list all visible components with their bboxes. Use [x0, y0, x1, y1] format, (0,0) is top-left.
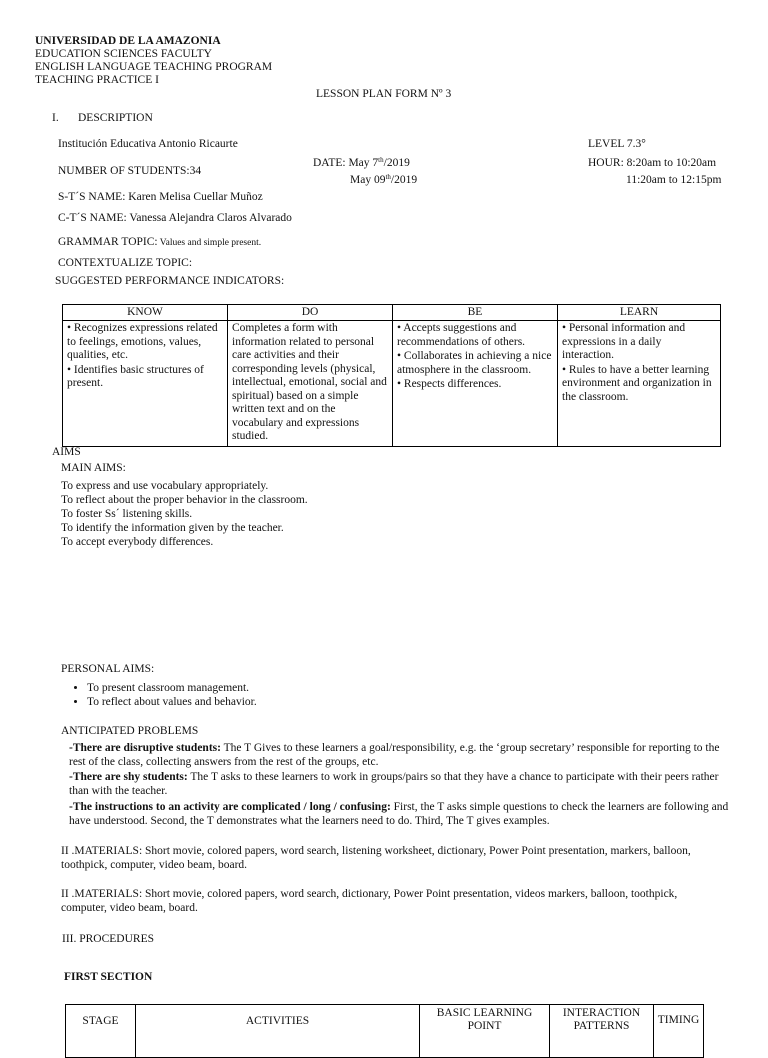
be-item: • Collaborates in achieving a nice atmosphere in the classroom.: [397, 350, 552, 376]
problem-text: The T asks to these learners to work in groups/pairs so that they have a chance to participate with their peers rather than with the teacher.: [69, 771, 719, 797]
header-be: BE: [393, 305, 558, 321]
be-item: • Respects differences.: [397, 378, 502, 390]
do-cell: [228, 321, 393, 447]
materials-paragraph: II .MATERIALS: Short movie, colored papers, word search, dictionary, Power Point presentation, videos markers, balloon, toothpick, computer, video beam, board.: [61, 888, 678, 914]
header-learn: LEARN: [558, 305, 721, 321]
hour-first: HOUR: 8:20am to 10:20am: [588, 157, 717, 169]
problem-text: First, the T asks simple questions to check the learners are following and have understood. Second, the T demonstrates what the learners need to do. Third, The T gives examples.: [69, 801, 729, 827]
learn-item: • Rules to have a better learning environment and organization in the classroom.: [562, 363, 712, 403]
problem-item: [69, 800, 733, 828]
be-cell: [393, 321, 558, 447]
university-name: UNIVERSIDAD DE LA AMAZONIA: [35, 35, 221, 47]
hour-second: 11:20am to 12:15pm: [626, 174, 722, 186]
date-first-day: DATE: May 7: [313, 157, 379, 169]
grammar-topic: [58, 236, 261, 251]
materials-paragraph: II .MATERIALS: Short movie, colored papers, word search, listening worksheet, dictionary, Power Point presentation, markers, balloon, toothpick, computer, video beam, board.: [61, 845, 691, 871]
know-cell: [63, 321, 228, 447]
procedures-heading: III. PROCEDURES: [62, 933, 155, 945]
procedures-header-row: [66, 1005, 704, 1058]
date-second: [350, 174, 417, 188]
performance-indicators-table: [62, 304, 721, 447]
contextualize-topic: CONTEXTUALIZE TOPIC:: [58, 257, 193, 269]
indicators-title: SUGGESTED PERFORMANCE INDICATORS:: [55, 275, 285, 287]
students-count: NUMBER OF STUDENTS:34: [58, 165, 202, 177]
indicators-row: [63, 321, 721, 447]
col-interaction-patterns: INTERACTION PATTERNS: [550, 1005, 654, 1058]
cooperating-teacher-name: C-T´S NAME: Vanessa Alejandra Claros Alvarado: [58, 212, 292, 224]
problem-label: -There are disruptive students:: [69, 742, 221, 754]
personal-aims-heading: PERSONAL AIMS:: [61, 663, 155, 675]
col-basic-learning-point: BASIC LEARNING POINT: [420, 1005, 550, 1058]
problem-item: [69, 741, 733, 769]
procedures-table: [65, 1004, 704, 1058]
main-aims-list: [61, 479, 308, 549]
description-heading: DESCRIPTION: [78, 112, 153, 124]
col-activities: ACTIVITIES: [136, 1005, 420, 1058]
learn-item: • Personal information and expressions in a daily interaction.: [562, 322, 686, 361]
personal-aim-item: • To reflect about values and behavior.: [87, 695, 257, 709]
date-first-suffix: th: [378, 156, 384, 164]
main-aim-item: To express and use vocabulary appropriately.: [61, 480, 269, 492]
section-number: I.: [52, 112, 59, 124]
grammar-topic-label: GRAMMAR TOPIC:: [58, 236, 158, 248]
problem-item: [69, 770, 733, 798]
grammar-topic-value: Values and simple present.: [157, 238, 262, 248]
date-first: [313, 157, 410, 171]
program-name: ENGLISH LANGUAGE TEACHING PROGRAM: [35, 61, 273, 73]
be-item: • Accepts suggestions and recommendations of others.: [397, 322, 526, 348]
main-aim-item: To identify the information given by the teacher.: [61, 522, 284, 534]
aims-heading: AIMS: [52, 446, 81, 458]
problem-label: -The instructions to an activity are complicated / long / confusing:: [69, 801, 391, 813]
main-aim-item: To foster Ss´ listening skills.: [61, 508, 193, 520]
date-first-year: /2019: [383, 157, 410, 169]
date-second-suffix: th: [385, 173, 391, 181]
date-second-day: May 09: [350, 174, 386, 186]
institution-name: Institución Educativa Antonio Ricaurte: [58, 138, 238, 150]
problems-heading: ANTICIPATED PROBLEMS: [61, 725, 199, 737]
main-aims-heading: MAIN AIMS:: [61, 462, 126, 474]
header-do: DO: [228, 305, 393, 321]
level-value: LEVEL 7.3°: [588, 138, 646, 150]
main-aim-item: To accept everybody differences.: [61, 536, 214, 548]
practice-name: TEACHING PRACTICE I: [35, 74, 159, 86]
header-know: KNOW: [63, 305, 228, 321]
learn-cell: [558, 321, 721, 447]
know-item: • Recognizes expressions related to feelings, emotions, values, qualities, etc.: [67, 322, 218, 361]
personal-aim-item: • To present classroom management.: [87, 681, 257, 695]
indicators-header-row: [63, 305, 721, 321]
do-item: Completes a form with information related to personal care activities and their corresponding levels (physical, intellectual, emotional, social and spiritual) based on a simple written text and on the vocabulary and expressions studied.: [232, 322, 387, 442]
date-second-year: /2019: [390, 174, 418, 186]
personal-aims-list: [70, 681, 257, 709]
problem-label: -There are shy students:: [69, 771, 188, 783]
problem-text: The T Gives to these learners a goal/responsibility, e.g. the ‘group secretary’ responsible for reporting to the rest of the class, collecting answers from the rest of the groups, etc.: [69, 742, 720, 768]
col-timing: TIMING: [654, 1005, 704, 1058]
col-stage: STAGE: [66, 1005, 136, 1058]
know-item: • Identifies basic structures of present.: [67, 363, 204, 389]
form-title: LESSON PLAN FORM Nº 3: [316, 88, 452, 100]
faculty-name: EDUCATION SCIENCES FACULTY: [35, 48, 212, 60]
first-section-heading: FIRST SECTION: [64, 971, 153, 983]
main-aim-item: To reflect about the proper behavior in the classroom.: [61, 494, 308, 506]
student-teacher-name: S-T´S NAME: Karen Melisa Cuellar Muñoz: [58, 191, 263, 203]
